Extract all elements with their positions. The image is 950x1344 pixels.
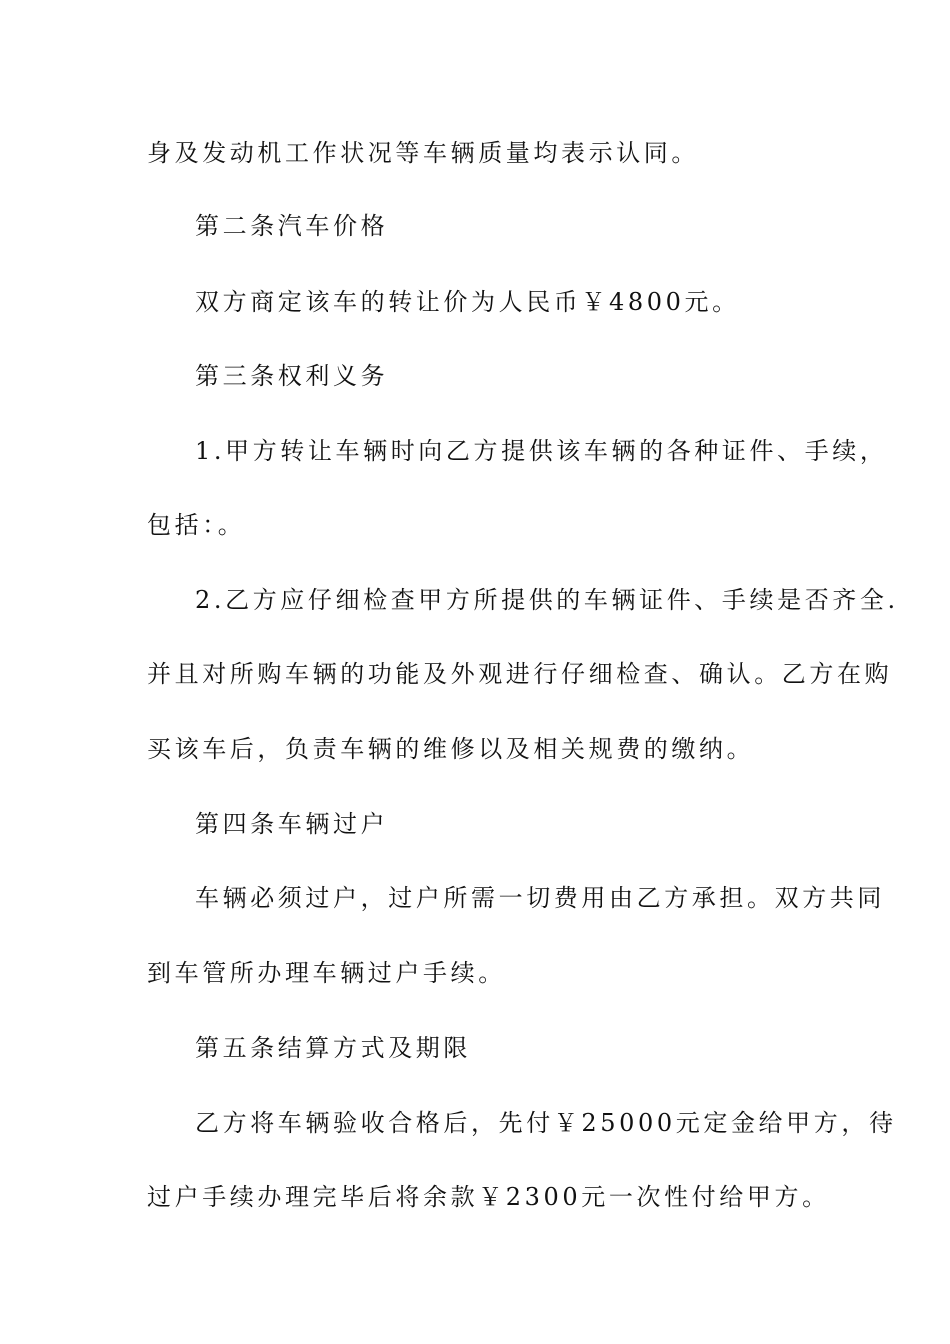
body-text-line: 乙方将车辆验收合格后，先付￥25000元定金给甲方，待 bbox=[195, 1109, 897, 1137]
body-text-line: 车辆必须过户，过户所需一切费用由乙方承担。双方共同 bbox=[195, 884, 885, 912]
section-heading: 第三条权利义务 bbox=[195, 362, 389, 390]
body-text-line: 包括：。 bbox=[147, 511, 246, 539]
body-text-line: 并且对所购车辆的功能及外观进行仔细检查、确认。乙方在购 bbox=[147, 660, 893, 688]
list-item-2: 2.乙方应仔细检查甲方所提供的车辆证件、手续是否齐全. bbox=[195, 586, 899, 614]
section-heading: 第五条结算方式及期限 bbox=[195, 1034, 471, 1062]
body-text-line: 过户手续办理完毕后将余款￥2300元一次性付给甲方。 bbox=[147, 1183, 830, 1211]
section-heading: 第二条汽车价格 bbox=[195, 212, 389, 240]
section-heading: 第四条车辆过户 bbox=[195, 810, 389, 838]
body-text-line: 到车管所办理车辆过户手续。 bbox=[147, 959, 506, 987]
body-text-line: 身及发动机工作状况等车辆质量均表示认同。 bbox=[147, 139, 699, 167]
list-item-1: 1.甲方转让车辆时向乙方提供该车辆的各种证件、手续， bbox=[195, 437, 888, 465]
body-text-line: 买该车后，负责车辆的维修以及相关规费的缴纳。 bbox=[147, 735, 755, 763]
body-text-line: 双方商定该车的转让价为人民币￥4800元。 bbox=[195, 288, 740, 316]
